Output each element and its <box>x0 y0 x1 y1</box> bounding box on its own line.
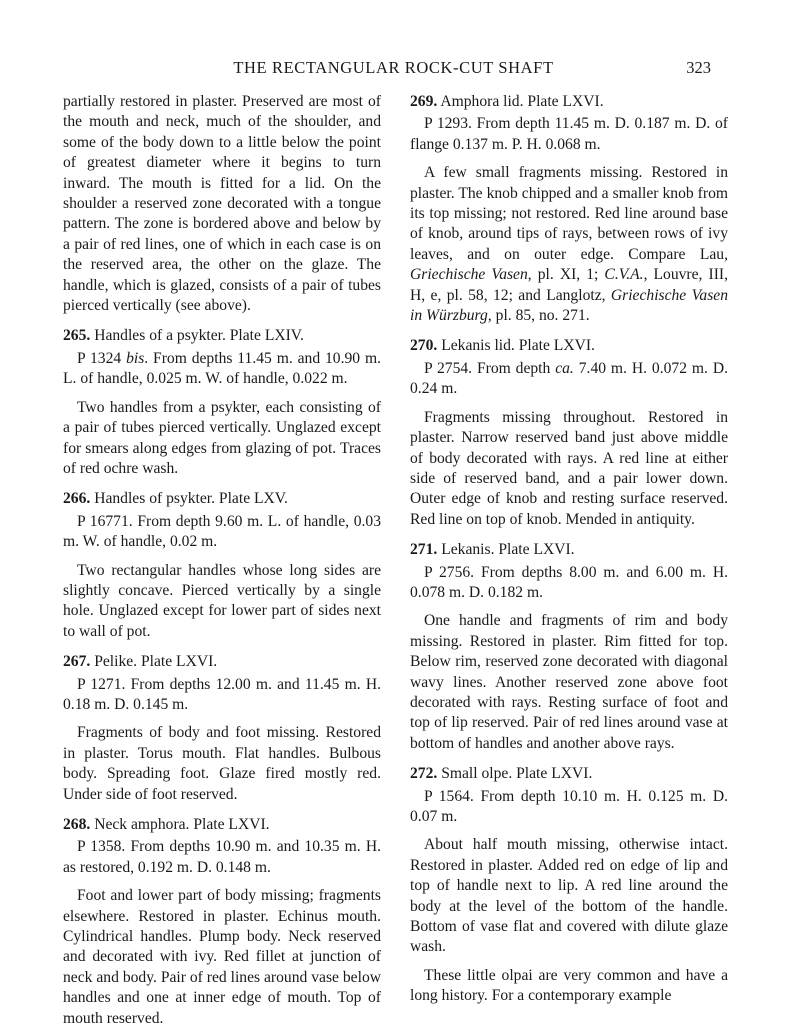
entry-title: Handles of a psykter. Plate LXIV. <box>94 327 304 345</box>
entry-description: Two rectangular handles whose long sides are slightly concave. Pierced vertically by a single hole. Unglazed except for lower part of sides next to wall of pot. <box>63 561 381 640</box>
page-number: 323 <box>686 58 711 77</box>
entry-number: 267. <box>63 653 91 671</box>
entry-meta <box>410 359 728 400</box>
description-text: , Louvre, III, H, e, pl. 58, 12; and Langlotz, <box>410 266 728 304</box>
continuation-paragraph: partially restored in plaster. Preserved are most of the mouth and neck, much of the shoulder, and some of the body down to a little below the point of greatest diameter where it begins to turn inward. The mouth is fitted for a lid. On the shoulder a reserved zone decorated with a tongue pattern. The zone is bordered above and below by a pair of red lines, one of which in each case is on the reserved area, the other on the glaze. The handle, which is glazed, consists of a pair of tubes pierced vertically (see above). <box>63 93 381 315</box>
entry-meta: P 2756. From depths 8.00 m. and 6.00 m. H. 0.078 m. D. 0.182 m. <box>410 563 728 601</box>
description-text: , pl. XI, 1; <box>527 266 605 284</box>
entry-meta: P 1271. From depths 12.00 m. and 11.45 m. H. 0.18 m. D. 0.145 m. <box>63 675 381 713</box>
entry-number: 270. <box>410 337 438 355</box>
entry-description <box>410 163 728 326</box>
catalog-entry-270 <box>410 336 728 530</box>
entry-number: 268. <box>63 816 91 833</box>
meta-italic: ca. <box>555 359 574 377</box>
entry-description: About half mouth missing, otherwise intact. Restored in plaster. Added red on edge of lip and top of handle next to lip. A red line around the body at the level of the bottom of the handle. Bottom of vase flat and covered with dilute glaze wash. <box>410 836 728 956</box>
entry-number: 271. <box>410 541 438 559</box>
entry-meta-italic: bis <box>126 349 145 367</box>
entry-meta: P 1324 <box>77 349 122 367</box>
entry-title: Pelike. Plate LXVI. <box>94 653 218 671</box>
entry-title: Lekanis. Plate LXVI. <box>441 541 575 559</box>
entry-meta: P 1293. From depth 11.45 m. D. 0.187 m. D. of flange 0.137 m. P. H. 0.068 m. <box>410 115 728 153</box>
meta-text: P 2754. From depth <box>424 359 556 377</box>
citation-title: Griechische Vasen in Würzburg <box>410 286 728 325</box>
catalog-entry-271 <box>410 540 728 754</box>
catalog-entry-269 <box>410 92 728 326</box>
description-text: A few small fragments missing. Restored in plaster. The knob chipped and a smaller knob from its top missing; not restored. Red line around base of knob, around tips of rays, between rows of ivy leaves, and on outer edge. Compare Lau, <box>410 164 728 263</box>
closing-paragraph: These little olpai are very common and have a long history. For a contemporary example <box>410 966 728 1005</box>
entry-number: 272. <box>410 765 438 783</box>
entry-title: Amphora lid. Plate LXVI. <box>440 93 604 110</box>
citation-title: C.V.A. <box>604 266 644 284</box>
meta-text: 7.40 m. H. 0.072 m. D. 0.24 m. <box>410 359 728 398</box>
catalog-entry-266 <box>63 489 381 642</box>
entry-meta: P 1358. From depths 10.90 m. and 10.35 m. H. as restored, 0.192 m. D. 0.148 m. <box>63 838 381 876</box>
entry-number: 265. <box>63 327 91 345</box>
entry-title: Lekanis lid. Plate LXVI. <box>441 337 595 355</box>
citation-title: Griechische Vasen <box>410 266 528 284</box>
entry-title: Small olpe. Plate LXVI. <box>441 765 593 783</box>
right-column <box>410 92 728 1007</box>
page-header <box>0 58 787 86</box>
entry-meta: P 1564. From depth 10.10 m. H. 0.125 m. D. 0.07 m. <box>410 787 728 825</box>
entry-number: 266. <box>63 490 91 508</box>
running-title: THE RECTANGULAR ROCK-CUT SHAFT <box>233 58 554 77</box>
entry-description: Fragments missing throughout. Restored in plaster. Narrow reserved band just above middle of body decorated with rays. A red line at either side of reserved band, and a pair lower down. Outer edge of knob and resting surface reserved. Red line on top of knob. Mended in antiquity. <box>410 408 728 528</box>
entry-description: Foot and lower part of body missing; fragments elsewhere. Restored in plaster. Echinus mouth. Cylindrical handles. Plump body. Neck reserved and decorated with ivy. Red fillet at junction of neck and body. Pair of red lines around vase below handles and one at inner edge of mouth. Top of mouth reserved. <box>63 887 381 1027</box>
entry-meta-rest: . From depths 11.45 m. and 10.90 m. L. of handle, 0.025 m. W. of handle, 0.022 m. <box>63 349 381 388</box>
left-column <box>63 92 381 1029</box>
catalog-entry-265 <box>63 326 381 479</box>
catalog-entry-267 <box>63 652 381 805</box>
description-text: , pl. 85, no. 271. <box>487 307 590 325</box>
catalog-entry-268 <box>63 815 381 1029</box>
entry-number: 269. <box>410 93 438 110</box>
entry-description: Two handles from a psykter, each consisting of a pair of tubes pierced vertically. Unglazed except for smears along edges from glazing of pot. Traces of red ochre wash. <box>63 398 381 477</box>
catalog-entry-272 <box>410 764 728 1006</box>
entry-description: Fragments of body and foot missing. Restored in plaster. Torus mouth. Flat handles. Bulbous body. Spreading foot. Glaze fired mostly red. Under side of foot reserved. <box>63 724 381 803</box>
entry-description: One handle and fragments of rim and body missing. Restored in plaster. Rim fitted for top. Below rim, reserved zone decorated with diagonal wavy lines. Another reserved zone above foot decorated with rays. Resting surface of foot and top of lip reserved. Pair of red lines around vase at bottom of handles and another above rays. <box>410 612 728 752</box>
entry-meta: P 16771. From depth 9.60 m. L. of handle, 0.03 m. W. of handle, 0.02 m. <box>63 512 381 551</box>
entry-title: Neck amphora. Plate LXVI. <box>94 816 270 833</box>
entry-title: Handles of psykter. Plate LXV. <box>94 490 288 508</box>
